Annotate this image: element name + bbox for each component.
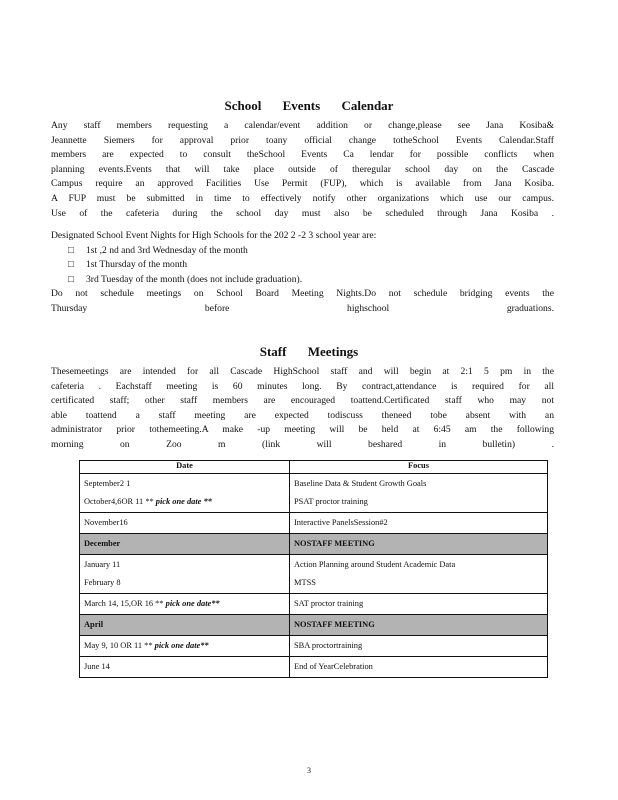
board-note-line: Thursday before highschool graduations.	[51, 302, 554, 314]
date-line	[84, 595, 285, 613]
designated-nights-list	[68, 244, 302, 287]
calendar-paragraph-line: A FUP must be submitted in time to effectively notify other organizations which use our campus.	[51, 192, 554, 204]
column-header-date: Date	[80, 461, 290, 474]
calendar-paragraph-line: Campus require an approved Facilities Use Permit (FUP), which is available from Jana Kosiba.	[51, 178, 554, 190]
staff-paragraph-line: administrator prior tothemeeting.A make -up meeting will be held at 6:45 am the following	[51, 424, 554, 436]
date-line	[84, 637, 285, 655]
focus-line: Action Planning around Student Academic Data	[294, 560, 456, 569]
list-item-text: 3rd Tuesday of the month (does not include graduation).	[86, 273, 303, 285]
date-line: December	[84, 539, 121, 548]
pick-one-date-note: pick one date**	[154, 641, 209, 650]
table-cell-date	[80, 615, 290, 636]
date-line: June 14	[84, 662, 110, 671]
column-header-focus: Focus	[290, 461, 548, 474]
table-cell-date	[80, 474, 290, 513]
table-cell-focus	[290, 555, 548, 594]
staff-paragraph-line: morning on Zoo m (link will beshared in bulletin) .	[51, 438, 554, 450]
focus-line: Interactive PanelsSession#2	[294, 518, 388, 527]
table-row	[80, 513, 548, 534]
bullet-marker: □	[68, 259, 74, 271]
list-item-text: 1st ,2 nd and 3rd Wednesday of the month	[86, 245, 248, 256]
table-cell-focus	[290, 513, 548, 534]
staff-paragraph-line: cafeteria . Eachstaff meeting is 60 minutes long. By contract,attendance is required for all	[51, 380, 554, 392]
date-text: March 14, 15,OR 16 **	[84, 599, 164, 608]
table-cell-date	[80, 534, 290, 555]
date-line: February 8	[84, 578, 121, 587]
table-cell-focus	[290, 594, 548, 615]
list-item	[68, 273, 302, 287]
heading-school-events-calendar: School Events Calendar	[224, 98, 394, 113]
calendar-paragraph-line: Any staff members requesting a calendar/event addition or change,please see Jana Kosiba&	[51, 120, 554, 131]
table-cell-date	[80, 657, 290, 678]
table-cell-focus	[290, 657, 548, 678]
pick-one-date-note: pick one date**	[165, 599, 220, 608]
board-note-line: Do not schedule meetings on School Board Meeting Nights.Do not schedule bridging events the	[51, 288, 554, 299]
date-text: May 9, 10 OR 11 **	[84, 641, 153, 650]
date-line: November16	[84, 518, 128, 527]
staff-paragraph-line: certificated staff; other staff members are encouraged toattend.Certificated staff who may not	[51, 395, 554, 407]
calendar-paragraph-line: planning events.Events that will take place outside of theregular school day on the Cascade	[51, 163, 554, 175]
date-line: September2 1	[84, 479, 131, 488]
table-header-row	[80, 461, 548, 474]
staff-paragraph	[51, 365, 554, 453]
list-item-text: 1st Thursday of the month	[86, 259, 188, 271]
table-row	[80, 594, 548, 615]
table-row	[80, 657, 548, 678]
staff-paragraph-line: able toattend a staff meeting are expected todiscuss theneed tobe absent with an	[51, 409, 554, 421]
pick-one-date-note: pick one date **	[155, 497, 212, 506]
date-text: October4,6OR 11 **	[84, 497, 154, 506]
table-cell-date	[80, 555, 290, 594]
board-meeting-note	[51, 287, 554, 316]
bullet-marker: □	[68, 245, 74, 256]
focus-line: SBA proctortraining	[294, 641, 363, 650]
date-line: April	[84, 620, 104, 629]
calendar-paragraph-line: members are expected to consult theSchool Events Ca lendar for possible conflicts when	[51, 149, 554, 161]
focus-line: Baseline Data & Student Growth Goals	[294, 479, 427, 488]
table-cell-focus	[290, 636, 548, 657]
table-cell-focus	[290, 474, 548, 513]
table-row	[80, 555, 548, 594]
focus-line: PSAT proctor training	[294, 497, 368, 506]
calendar-paragraph-line: Jeannette Siemers for approval prior toany official change totheSchool Events Calendar.Staff	[51, 134, 554, 146]
focus-line: SAT proctor training	[294, 599, 364, 608]
designated-nights-intro: Designated School Event Nights for High Schools for the 202 2 -2 3 school year are:	[51, 230, 377, 241]
table-cell-date	[80, 594, 290, 615]
bullet-marker: □	[68, 273, 74, 285]
table-row	[80, 636, 548, 657]
date-line	[84, 493, 285, 511]
table-cell-date	[80, 513, 290, 534]
focus-line: End of YearCelebration	[294, 662, 373, 671]
staff-paragraph-line: Thesemeetings are intended for all Cascade HighSchool staff and will begin at 2:1 5 pm in the	[51, 366, 554, 377]
table-row	[80, 474, 548, 513]
focus-line: NOSTAFF MEETING	[294, 620, 375, 629]
staff-meetings-table	[79, 460, 548, 678]
list-item	[68, 244, 302, 258]
table-cell-focus	[290, 534, 548, 555]
table-row-no-meeting	[80, 615, 548, 636]
calendar-paragraph-line: Use of the cafeteria during the school day must also be scheduled through Jana Kosiba .	[51, 207, 554, 219]
table-cell-focus	[290, 615, 548, 636]
page-number: 3	[307, 766, 311, 775]
list-item	[68, 258, 302, 272]
focus-line: MTSS	[294, 578, 316, 587]
table-cell-date	[80, 636, 290, 657]
table-row-no-meeting	[80, 534, 548, 555]
focus-line: NOSTAFF MEETING	[294, 539, 375, 548]
date-line: January 11	[84, 560, 121, 569]
calendar-paragraph	[51, 119, 554, 221]
heading-staff-meetings: Staff Meetings	[259, 344, 359, 359]
